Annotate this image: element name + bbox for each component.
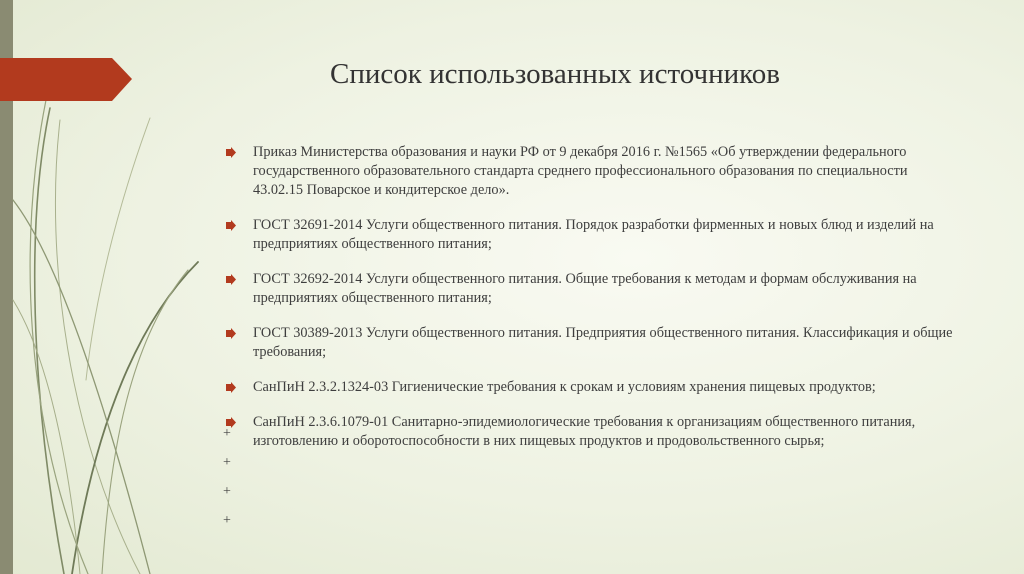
- arrow-bullet-icon: [226, 220, 236, 231]
- curve-3: [55, 120, 140, 574]
- list-item: [226, 270, 956, 308]
- plus-bullet: +: [223, 455, 231, 470]
- plus-bullet: +: [223, 426, 231, 441]
- arrow-bullet-icon: [226, 382, 236, 393]
- sources-list: [226, 143, 956, 467]
- plus-bullet: +: [223, 484, 231, 499]
- curve-1: [35, 108, 64, 574]
- source-text: СанПиН 2.3.6.1079-01 Санитарно-эпидемиологические требования к организациям общественного питания, изготовлению и оборотоспособности в них пищевых продуктов и продовольственного сырья;: [253, 414, 916, 449]
- list-item: [226, 413, 956, 451]
- slide-title: Список использованных источников: [330, 58, 780, 90]
- curve-4: [72, 262, 198, 574]
- source-text: СанПиН 2.3.2.1324-03 Гигиенические требования к срокам и условиям хранения пищевых продуктов;: [253, 379, 876, 395]
- title-accent-tab: [0, 58, 132, 101]
- list-item: [226, 143, 956, 200]
- arrow-bullet-icon: [226, 274, 236, 285]
- list-item: [226, 378, 956, 397]
- source-text: Приказ Министерства образования и науки РФ от 9 декабря 2016 г. №1565 «Об утверждении федерального государственного образовательного стандарта среднего профессионального образования по специальности 43.02.15 Поварское и кондитерское дело».: [253, 144, 908, 198]
- arrow-bullet-icon: [226, 328, 236, 339]
- arrow-bullet-icon: [226, 147, 236, 158]
- empty-bullets-list: [223, 426, 231, 542]
- list-item: [226, 324, 956, 362]
- source-text: ГОСТ 30389-2013 Услуги общественного питания. Предприятия общественного питания. Классификация и общие требования;: [253, 325, 953, 360]
- list-item: [226, 216, 956, 254]
- source-text: ГОСТ 32691-2014 Услуги общественного питания. Порядок разработки фирменных и новых блюд и изделий на предприятиях общественного питания;: [253, 217, 934, 252]
- plus-bullet: +: [223, 513, 231, 528]
- source-text: ГОСТ 32692-2014 Услуги общественного питания. Общие требования к методам и формам обслуживания на предприятиях общественного питания;: [253, 271, 917, 306]
- curve-5: [102, 270, 188, 574]
